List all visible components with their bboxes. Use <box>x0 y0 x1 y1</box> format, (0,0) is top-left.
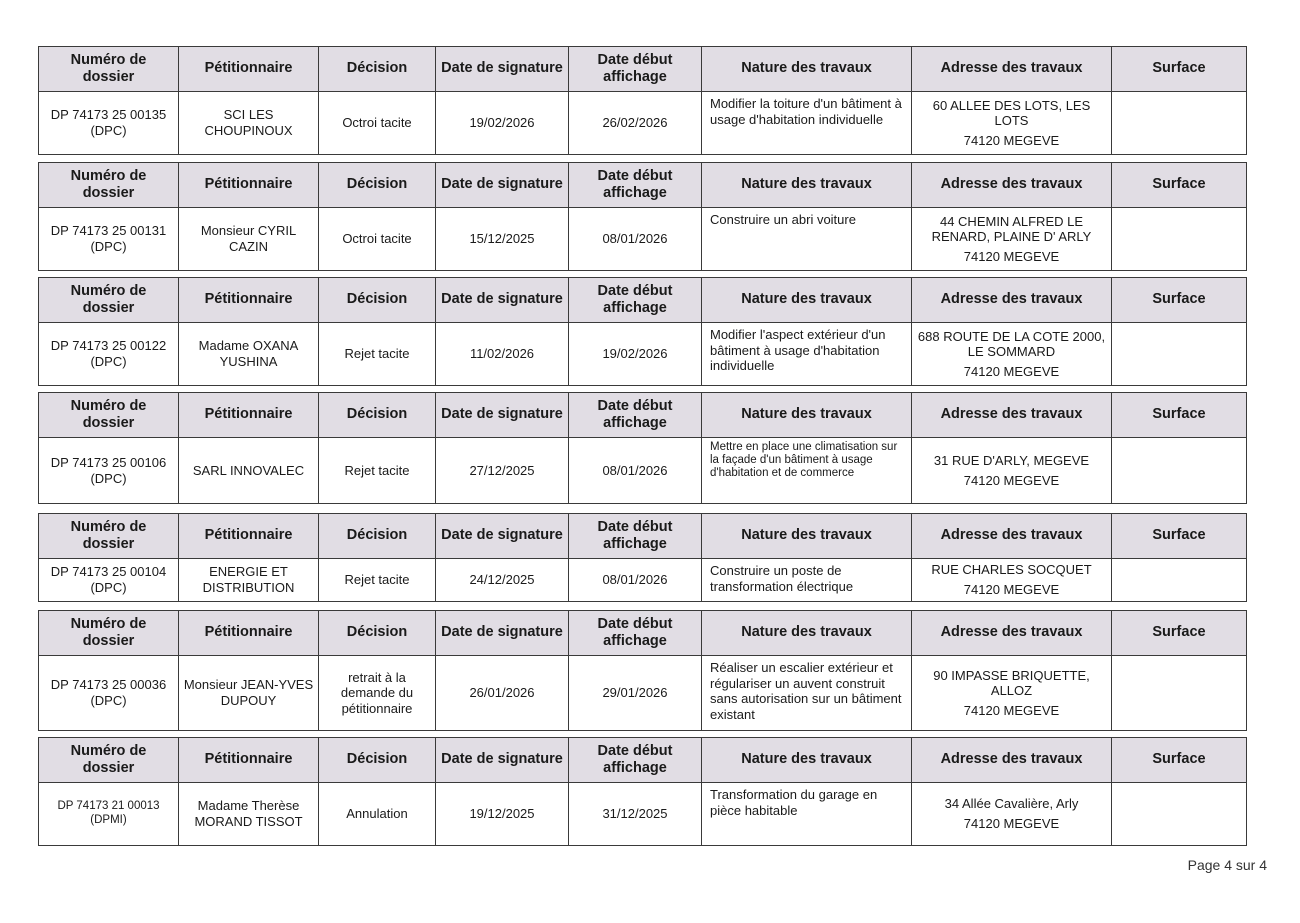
cell-nature: Construire un poste de transformation électrique <box>702 559 912 602</box>
header-decision: Décision <box>319 47 436 92</box>
header-affichage: Date début affichage <box>569 514 702 559</box>
header-petitionnaire: Pétitionnaire <box>179 738 319 783</box>
record-table <box>38 46 1247 155</box>
table-header-row <box>39 738 1247 783</box>
cell-adresse <box>912 208 1112 271</box>
cell-signature: 19/12/2025 <box>436 783 569 846</box>
address-street: 34 Allée Cavalière, Arly <box>944 796 1079 812</box>
header-decision: Décision <box>319 514 436 559</box>
cell-petitionnaire: Monsieur CYRIL CAZIN <box>179 208 319 271</box>
header-signature: Date de signature <box>436 278 569 323</box>
cell-affichage: 31/12/2025 <box>569 783 702 846</box>
header-signature: Date de signature <box>436 163 569 208</box>
page-number: Page 4 sur 4 <box>1187 857 1267 873</box>
header-signature: Date de signature <box>436 47 569 92</box>
cell-surface <box>1112 656 1247 731</box>
table-header-row <box>39 393 1247 438</box>
table-header-row <box>39 611 1247 656</box>
dossier-number: DP 74173 25 00104 (DPC) <box>50 564 167 595</box>
cell-signature: 19/02/2026 <box>436 92 569 155</box>
cell-decision: Rejet tacite <box>319 559 436 602</box>
header-nature: Nature des travaux <box>702 514 912 559</box>
table-header-row <box>39 163 1247 208</box>
cell-dossier <box>39 208 179 271</box>
header-nature: Nature des travaux <box>702 393 912 438</box>
address-street: RUE CHARLES SOCQUET <box>931 562 1092 578</box>
table-row <box>39 438 1247 504</box>
header-signature: Date de signature <box>436 393 569 438</box>
cell-affichage: 19/02/2026 <box>569 323 702 386</box>
header-dossier: Numéro de dossier <box>39 514 179 559</box>
address-city: 74120 MEGEVE <box>963 702 1060 718</box>
cell-surface <box>1112 323 1247 386</box>
header-nature: Nature des travaux <box>702 611 912 656</box>
cell-adresse <box>912 783 1112 846</box>
header-petitionnaire: Pétitionnaire <box>179 47 319 92</box>
cell-decision: Rejet tacite <box>319 438 436 504</box>
address-street: 688 ROUTE DE LA COTE 2000, LE SOMMARD <box>917 328 1106 360</box>
header-affichage: Date début affichage <box>569 611 702 656</box>
dossier-type: (DPC) <box>90 239 127 254</box>
header-petitionnaire: Pétitionnaire <box>179 611 319 656</box>
cell-signature: 15/12/2025 <box>436 208 569 271</box>
cell-signature: 26/01/2026 <box>436 656 569 731</box>
table-row <box>39 656 1247 731</box>
table-header-row <box>39 278 1247 323</box>
cell-dossier <box>39 438 179 504</box>
cell-dossier <box>39 783 179 846</box>
address-city: 74120 MEGEVE <box>963 472 1060 488</box>
dossier-type: (DPC) <box>90 123 127 138</box>
table-row <box>39 208 1247 271</box>
cell-adresse <box>912 656 1112 731</box>
header-affichage: Date début affichage <box>569 393 702 438</box>
header-dossier: Numéro de dossier <box>39 163 179 208</box>
cell-affichage: 29/01/2026 <box>569 656 702 731</box>
cell-surface <box>1112 559 1247 602</box>
header-adresse: Adresse des travaux <box>912 47 1112 92</box>
cell-adresse <box>912 323 1112 386</box>
address-street: 90 IMPASSE BRIQUETTE, ALLOZ <box>933 667 1090 699</box>
header-decision: Décision <box>319 163 436 208</box>
header-nature: Nature des travaux <box>702 738 912 783</box>
header-nature: Nature des travaux <box>702 278 912 323</box>
header-surface: Surface <box>1112 47 1247 92</box>
cell-decision: Octroi tacite <box>319 92 436 155</box>
dossier-number: DP 74173 25 00131 <box>50 223 167 239</box>
cell-petitionnaire: Madame Therèse MORAND TISSOT <box>179 783 319 846</box>
table-row <box>39 92 1247 155</box>
header-surface: Surface <box>1112 738 1247 783</box>
header-affichage: Date début affichage <box>569 278 702 323</box>
header-dossier: Numéro de dossier <box>39 393 179 438</box>
cell-affichage: 08/01/2026 <box>569 208 702 271</box>
header-surface: Surface <box>1112 514 1247 559</box>
cell-petitionnaire: ENERGIE ET DISTRIBUTION <box>179 559 319 602</box>
table-row <box>39 559 1247 602</box>
cell-adresse <box>912 559 1112 602</box>
cell-dossier <box>39 92 179 155</box>
header-petitionnaire: Pétitionnaire <box>179 393 319 438</box>
header-signature: Date de signature <box>436 611 569 656</box>
table-header-row <box>39 514 1247 559</box>
cell-decision: Rejet tacite <box>319 323 436 386</box>
address-city: 74120 MEGEVE <box>963 816 1060 831</box>
address-city: 74120 MEGEVE <box>963 363 1060 379</box>
dossier-number: DP 74173 21 00013 <box>57 800 160 813</box>
header-adresse: Adresse des travaux <box>912 611 1112 656</box>
cell-nature: Modifier la toiture d'un bâtiment à usage d'habitation individuelle <box>702 92 912 155</box>
header-affichage: Date début affichage <box>569 47 702 92</box>
cell-nature: Transformation du garage en pièce habitable <box>702 783 912 846</box>
header-dossier: Numéro de dossier <box>39 738 179 783</box>
dossier-number: DP 74173 25 00135 <box>50 107 167 123</box>
header-dossier: Numéro de dossier <box>39 278 179 323</box>
cell-surface <box>1112 783 1247 846</box>
header-surface: Surface <box>1112 163 1247 208</box>
cell-petitionnaire: Monsieur JEAN-YVES DUPOUY <box>179 656 319 731</box>
cell-petitionnaire: SCI LES CHOUPINOUX <box>179 92 319 155</box>
address-street: 60 ALLEE DES LOTS, LES LOTS <box>932 97 1091 129</box>
header-nature: Nature des travaux <box>702 47 912 92</box>
cell-affichage: 08/01/2026 <box>569 559 702 602</box>
cell-signature: 11/02/2026 <box>436 323 569 386</box>
header-dossier: Numéro de dossier <box>39 47 179 92</box>
address-city: 74120 MEGEVE <box>963 132 1060 148</box>
table-row <box>39 783 1247 846</box>
cell-dossier <box>39 656 179 731</box>
cell-nature: Réaliser un escalier extérieur et régulariser un auvent construit sans autorisation sur un bâtiment existant <box>702 656 912 731</box>
record-table <box>38 610 1247 731</box>
cell-adresse <box>912 92 1112 155</box>
cell-decision: retrait à la demande du pétitionnaire <box>319 656 436 731</box>
record-table <box>38 162 1247 271</box>
cell-signature: 24/12/2025 <box>436 559 569 602</box>
cell-affichage: 26/02/2026 <box>569 92 702 155</box>
cell-adresse <box>912 438 1112 504</box>
header-surface: Surface <box>1112 393 1247 438</box>
record-table <box>38 737 1247 846</box>
dossier-type: (DPC) <box>90 470 127 486</box>
cell-nature: Mettre en place une climatisation sur la façade d'un bâtiment à usage d'habitation et de commerce <box>702 438 912 504</box>
header-affichage: Date début affichage <box>569 738 702 783</box>
header-adresse: Adresse des travaux <box>912 738 1112 783</box>
address-street: 31 RUE D'ARLY, MEGEVE <box>933 452 1090 468</box>
cell-petitionnaire: SARL INNOVALEC <box>179 438 319 504</box>
address-city: 74120 MEGEVE <box>963 582 1060 597</box>
cell-petitionnaire: Madame OXANA YUSHINA <box>179 323 319 386</box>
header-adresse: Adresse des travaux <box>912 278 1112 323</box>
header-petitionnaire: Pétitionnaire <box>179 514 319 559</box>
header-decision: Décision <box>319 611 436 656</box>
header-affichage: Date début affichage <box>569 163 702 208</box>
dossier-number: DP 74173 25 00036 (DPC) <box>50 677 167 708</box>
cell-decision: Annulation <box>319 783 436 846</box>
table-header-row <box>39 47 1247 92</box>
cell-dossier <box>39 323 179 386</box>
header-surface: Surface <box>1112 278 1247 323</box>
dossier-number: DP 74173 25 00106 <box>50 454 167 470</box>
header-decision: Décision <box>319 278 436 323</box>
header-nature: Nature des travaux <box>702 163 912 208</box>
cell-signature: 27/12/2025 <box>436 438 569 504</box>
address-street: 44 CHEMIN ALFRED LE RENARD, PLAINE D' ARLY <box>931 213 1092 245</box>
header-decision: Décision <box>319 738 436 783</box>
cell-surface <box>1112 438 1247 504</box>
header-adresse: Adresse des travaux <box>912 514 1112 559</box>
record-table <box>38 392 1247 504</box>
header-decision: Décision <box>319 393 436 438</box>
header-adresse: Adresse des travaux <box>912 163 1112 208</box>
cell-nature: Construire un abri voiture <box>702 208 912 271</box>
header-petitionnaire: Pétitionnaire <box>179 278 319 323</box>
cell-surface <box>1112 208 1247 271</box>
address-city: 74120 MEGEVE <box>963 248 1060 264</box>
dossier-number: DP 74173 25 00122 <box>50 338 167 354</box>
table-row <box>39 323 1247 386</box>
record-table <box>38 513 1247 602</box>
cell-decision: Octroi tacite <box>319 208 436 271</box>
header-dossier: Numéro de dossier <box>39 611 179 656</box>
dossier-type: (DPMI) <box>90 814 127 826</box>
dossier-type: (DPC) <box>90 354 127 369</box>
header-signature: Date de signature <box>436 738 569 783</box>
cell-nature: Modifier l'aspect extérieur d'un bâtiment à usage d'habitation individuelle <box>702 323 912 386</box>
header-surface: Surface <box>1112 611 1247 656</box>
header-petitionnaire: Pétitionnaire <box>179 163 319 208</box>
cell-affichage: 08/01/2026 <box>569 438 702 504</box>
cell-dossier <box>39 559 179 602</box>
header-signature: Date de signature <box>436 514 569 559</box>
header-adresse: Adresse des travaux <box>912 393 1112 438</box>
cell-surface <box>1112 92 1247 155</box>
record-table <box>38 277 1247 386</box>
